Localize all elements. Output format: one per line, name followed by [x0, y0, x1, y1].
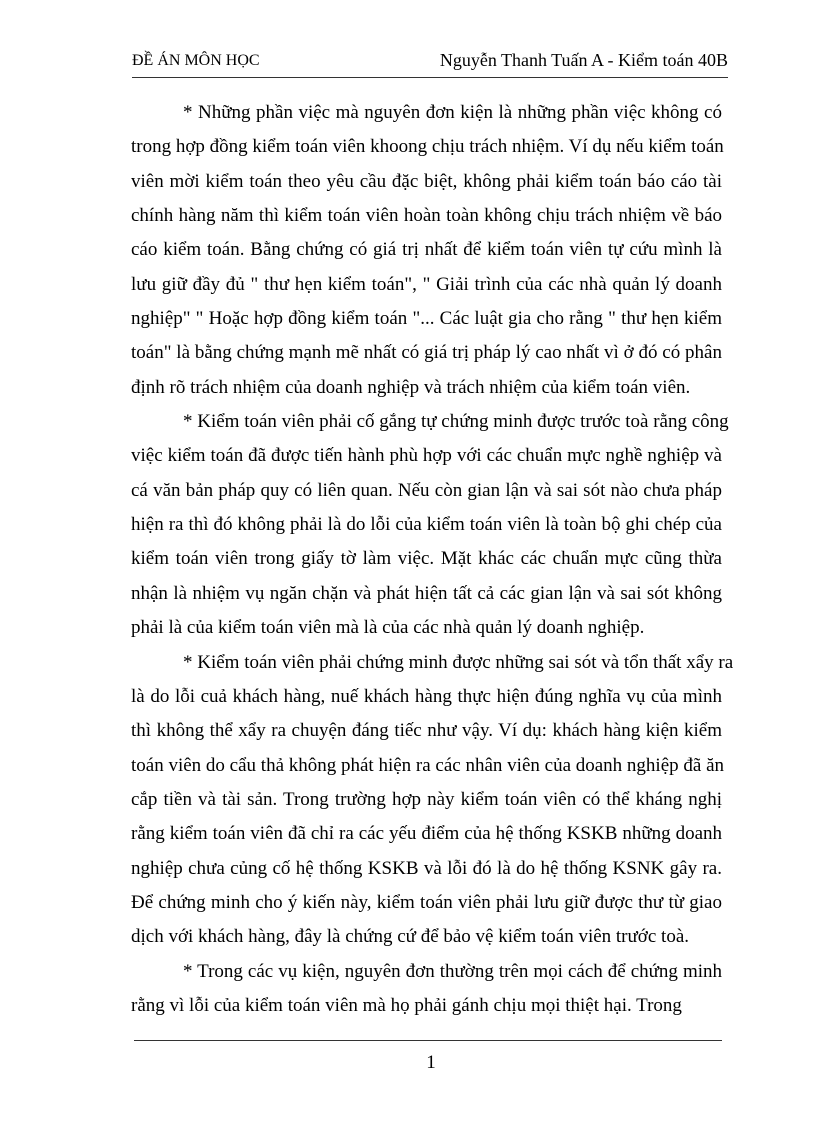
- paragraph-line: phải là của kiểm toán viên mà là của các nhà quản lý doanh nghiệp.: [131, 617, 645, 639]
- paragraph-line: chính hàng năm thì kiểm toán viên hoàn toàn không chịu trách nhiệm về báo: [131, 205, 722, 227]
- paragraph-line: là do lỗi cuả khách hàng, nuế khách hàng thực hiện đúng nghĩa vụ của mình: [131, 685, 722, 707]
- header-author: Nguyễn Thanh Tuấn A - Kiểm toán 40B: [439, 50, 728, 70]
- paragraph-line: kiểm toán viên trong giấy tờ làm việc. Mặt khác các chuẩn mực cũng thừa: [131, 548, 722, 570]
- paragraph-line: * Những phần việc mà nguyên đơn kiện là những phần việc không có: [183, 102, 722, 123]
- paragraph-line: * Kiểm toán viên phải chứng minh được những sai sót và tổn thất xẩy ra: [183, 651, 734, 673]
- footer-divider: [134, 1040, 722, 1041]
- paragraph-line: việc kiểm toán đã được tiến hành phù hợp với các chuẩn mực nghề nghiệp và: [131, 445, 722, 467]
- paragraph-line: trong hợp đồng kiểm toán viên khoong chịu trách nhiệm. Ví dụ nếu kiểm toán: [131, 136, 724, 158]
- paragraph-line: định rõ trách nhiệm của doanh nghiệp và trách nhiệm của kiểm toán viên.: [131, 376, 691, 398]
- header-course-title: ĐỀ ÁN MÔN HỌC: [132, 52, 260, 69]
- paragraph-line: cá văn bản pháp quy có liên quan. Nếu còn gian lận và sai sót nào chưa pháp: [131, 479, 722, 501]
- paragraph-line: viên mời kiểm toán theo yêu cầu đặc biệt, không phải kiểm toán báo cáo tài: [131, 170, 722, 192]
- paragraph-line: toán viên do cẩu thả không phát hiện ra các nhân viên của doanh nghiệp đã ăn: [131, 754, 725, 776]
- paragraph-line: toán" là bằng chứng mạnh mẽ nhất có giá trị pháp lý cao nhất vì ở đó có phân: [131, 342, 722, 364]
- paragraph-line: nghiệp" " Hoặc hợp đồng kiểm toán "... Các luật gia cho rằng " thư hẹn kiểm: [131, 308, 722, 330]
- page-number: 1: [426, 1052, 436, 1073]
- paragraph-line: * Trong các vụ kiện, nguyên đơn thường trên mọi cách để chứng minh: [183, 960, 722, 982]
- paragraph-line: dịch với khách hàng, đây là chứng cứ để bảo vệ kiểm toán viên trước toà.: [131, 926, 690, 948]
- page-header: [132, 50, 728, 78]
- paragraph-line: nghiệp chưa củng cố hệ thống KSKB và lỗi đó là do hệ thống KSNK gây ra.: [131, 857, 722, 879]
- paragraph-line: cắp tiền và tài sản. Trong trường hợp này kiểm toán viên có thể kháng nghị: [131, 788, 722, 810]
- paragraph-line: lưu giữ đầy đủ " thư hẹn kiểm toán", " Giải trình của các nhà quản lý doanh: [131, 273, 722, 295]
- paragraph-line: * Kiểm toán viên phải cố gắng tự chứng minh được trước toà rằng công: [183, 411, 729, 433]
- document-body: [131, 96, 734, 1023]
- paragraph-line: Để chứng minh cho ý kiến này, kiểm toán viên phải lưu giữ được thư từ giao: [131, 891, 722, 913]
- paragraph-line: cáo kiểm toán. Bằng chứng có giá trị nhất để kiểm toán viên tự cứu mình là: [131, 239, 722, 261]
- paragraph-line: rằng vì lỗi của kiểm toán viên mà họ phải gánh chịu mọi thiệt hại. Trong: [131, 994, 682, 1016]
- paragraph-line: nhận là nhiệm vụ ngăn chặn và phát hiện tất cả các gian lận và sai sót không: [131, 582, 722, 604]
- paragraph-line: thì không thể xẩy ra chuyện đáng tiếc như vậy. Ví dụ: khách hàng kiện kiểm: [131, 720, 722, 742]
- paragraph-line: hiện ra thì đó không phải là do lỗi của kiểm toán viên là toàn bộ ghi chép của: [131, 514, 722, 536]
- paragraph-line: rằng kiểm toán viên đã chỉ ra các yếu điểm của hệ thống KSKB những doanh: [131, 823, 722, 845]
